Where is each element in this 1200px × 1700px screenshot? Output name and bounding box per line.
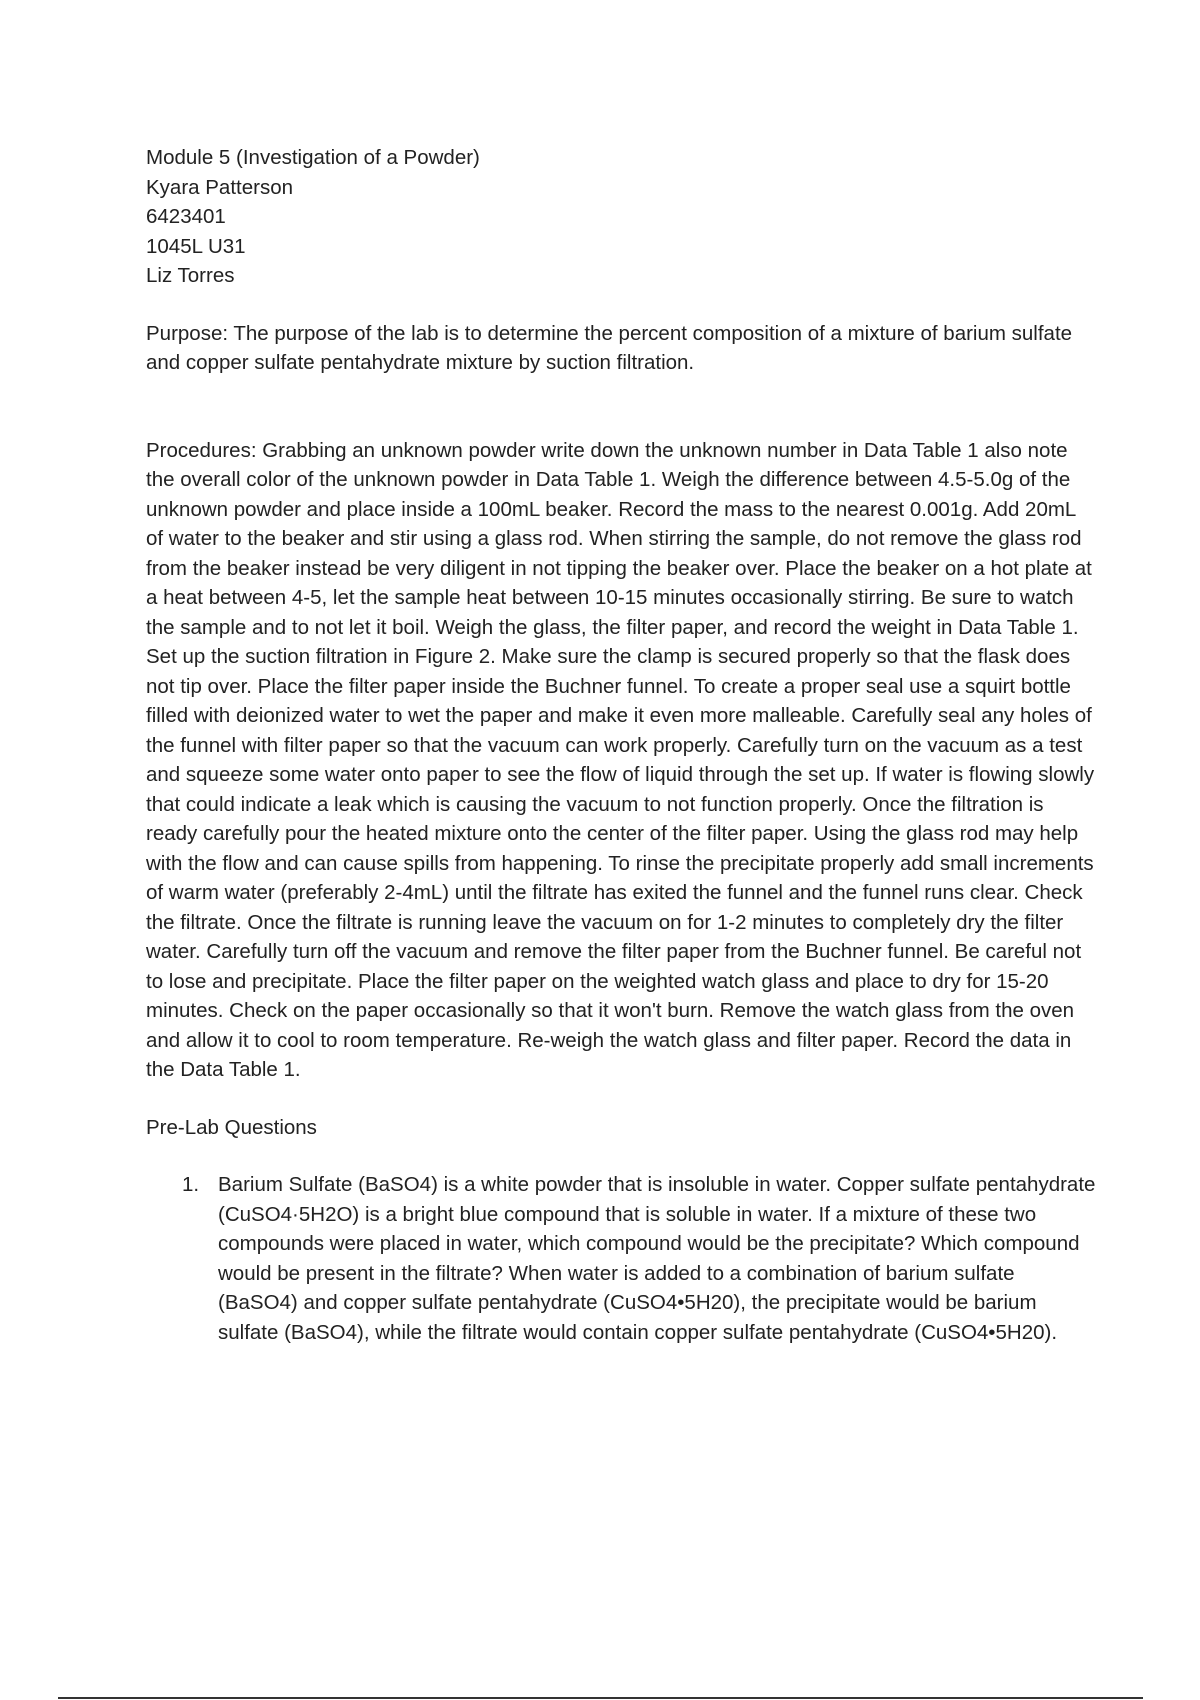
prelab-question-list [146,1170,1096,1347]
prelab-heading: Pre-Lab Questions [146,1115,317,1139]
question-text: Barium Sulfate (BaSO4) is a white powder that is insoluble in water. Copper sulfate pentahydrate (CuSO4·5H2O) is a bright blue compound that is soluble in water. If a mixture of these two compounds were placed in water, which compound would be the precipitate? Which compound would be present in the filtrate? When water is added to a combination of barium sulfate (BaSO4) and copper sulfate pentahydrate (CuSO4•5H20), the precipitate would be barium sulfate (BaSO4), while the filtrate would contain copper sulfate pentahydrate (CuSO4•5H20). [218,1173,1096,1344]
instructor-name: Liz Torres [146,264,235,287]
procedures-paragraph: Procedures: Grabbing an unknown powder write down the unknown number in Data Table 1 also note the overall color of the unknown powder in Data Table 1. Weigh the difference between 4.5-5.0g of the unknown powder and place inside a 100mL beaker. Record the mass to the nearest 0.001g. Add 20mL of water to the beaker and stir using a glass rod. When stirring the sample, do not remove the glass rod from the beaker instead be very diligent in not tipping the beaker over. Place the beaker on a hot plate at a heat between 4-5, let the sample heat between 10-15 minutes occasionally stirring. Be sure to watch the sample and to not let it boil. Weigh the glass, the filter paper, and record the weight in Data Table 1. Set up the suction filtration in Figure 2. Make sure the clamp is secured properly so that the flask does not tip over. Place the filter paper inside the Buchner funnel. To create a proper seal use a squirt bottle filled with deionized water to wet the paper and make it even more malleable. Carefully seal any holes of the funnel with filter paper so that the vacuum can work properly. Carefully turn on the vacuum as a test and squeeze some water onto paper to see the flow of liquid through the set up. If water is flowing slowly that could indicate a leak which is causing the vacuum to not function properly. Once the filtration is ready carefully pour the heated mixture onto the center of the filter paper. Using the glass rod may help with the flow and can cause spills from happening. To rinse the precipitate properly add small increments of warm water (preferably 2-4mL) until the filtrate has exited the funnel and the funnel runs clear. Check the filtrate. Once the filtrate is running leave the vacuum on for 1-2 minutes to completely dry the filter water. Carefully turn off the vacuum and remove the filter paper from the Buchner funnel. Be careful not to lose and precipitate. Place the filter paper on the weighted watch glass and place to dry for 15-20 minutes. Check on the paper occasionally so that it won't burn. Remove the watch glass from the oven and allow it to cool to room temperature. Re-weigh the watch glass and filter paper. Record the data in the Data Table 1. [146,438,1095,1081]
student-id: 6423401 [146,205,226,228]
question-number: 1. [182,1173,200,1196]
student-name: Kyara Patterson [146,175,293,199]
module-title: Module 5 (Investigation of a Powder) [146,146,480,169]
prelab-question-item [146,1170,1096,1347]
document-content [146,143,1096,1347]
page-bottom-divider [58,1697,1143,1699]
header-block [146,143,1096,291]
course-section: 1045L U31 [146,234,246,258]
purpose-paragraph: Purpose: The purpose of the lab is to determine the percent composition of a mixture of barium sulfate and copper sulfate pentahydrate mixture by suction filtration. [146,321,1073,374]
